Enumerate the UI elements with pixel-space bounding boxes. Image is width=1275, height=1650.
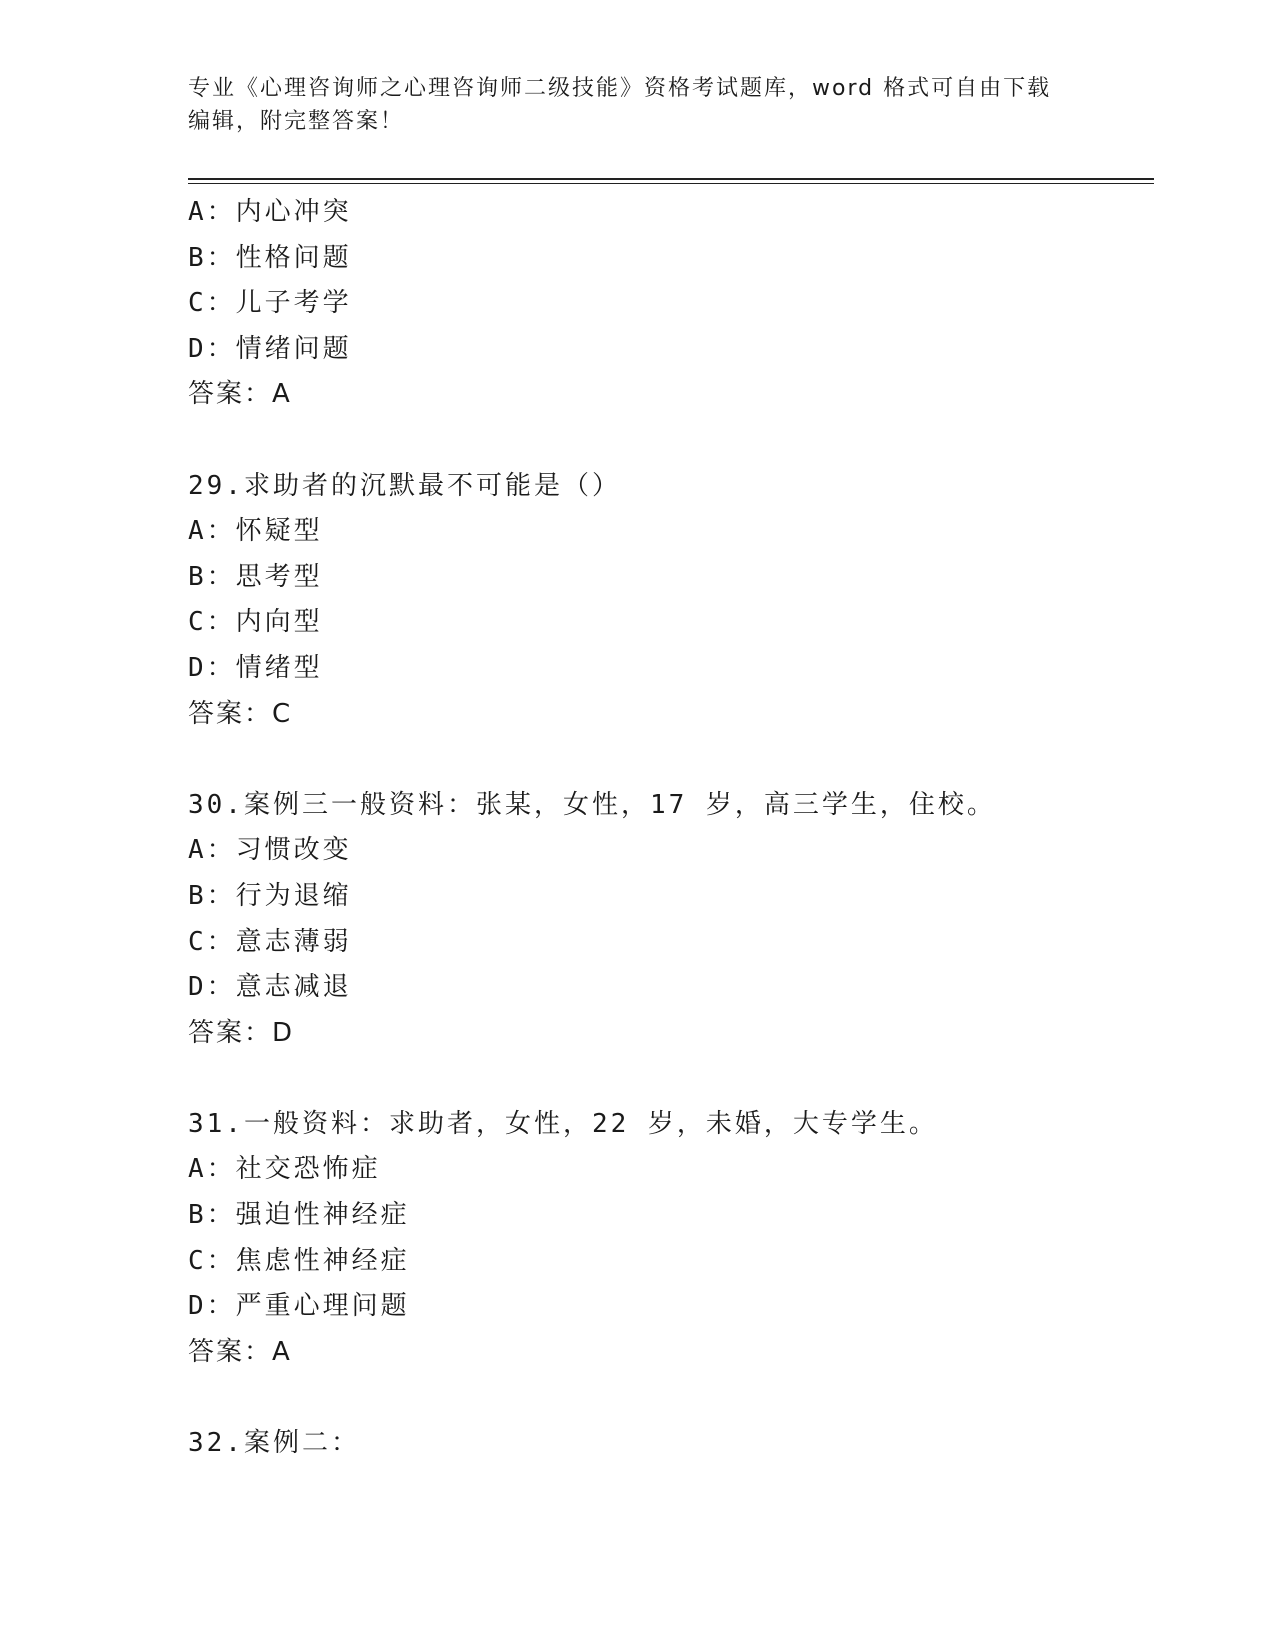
option-a: A：内心冲突 bbox=[188, 197, 352, 227]
option-a: A：怀疑型 bbox=[188, 516, 323, 547]
answer: 答案：A bbox=[188, 1336, 292, 1367]
option-c: C：内向型 bbox=[188, 607, 323, 638]
question-stem: 32.案例二： bbox=[188, 1428, 360, 1459]
option-a: A：习惯改变 bbox=[188, 835, 352, 866]
option-d: D：情绪问题 bbox=[188, 333, 352, 364]
answer: 答案：C bbox=[188, 698, 293, 729]
option-d: D：意志减退 bbox=[188, 972, 352, 1003]
option-d: D：情绪型 bbox=[188, 652, 323, 683]
option-b: B：思考型 bbox=[188, 561, 323, 592]
question-30 bbox=[188, 783, 1148, 1057]
header-line-2: 编辑，附完整答案！ bbox=[188, 109, 405, 134]
question-31 bbox=[188, 1102, 1148, 1376]
question-29 bbox=[188, 464, 1148, 738]
header-divider-thin bbox=[188, 183, 1154, 184]
question-28-continued bbox=[188, 190, 1148, 418]
option-c: C：意志薄弱 bbox=[188, 926, 352, 957]
question-32 bbox=[188, 1421, 1148, 1467]
answer: 答案：A bbox=[188, 379, 292, 410]
document-header bbox=[188, 72, 1068, 138]
question-stem: 30.案例三一般资料：张某，女性，17 岁，高三学生，住校。 bbox=[188, 789, 996, 820]
option-b: B：性格问题 bbox=[188, 242, 352, 273]
option-a: A：社交恐怖症 bbox=[188, 1154, 381, 1185]
header-line-1: 专业《心理咨询师之心理咨询师二级技能》资格考试题库，word 格式可自由下载 bbox=[188, 76, 1052, 101]
option-c: C：焦虑性神经症 bbox=[188, 1245, 410, 1276]
question-stem: 29.求助者的沉默最不可能是（） bbox=[188, 470, 621, 501]
option-b: B：行为退缩 bbox=[188, 880, 352, 911]
option-b: B：强迫性神经症 bbox=[188, 1200, 410, 1231]
answer: 答案：D bbox=[188, 1017, 295, 1048]
header-divider-thick bbox=[188, 178, 1154, 180]
option-c: C：儿子考学 bbox=[188, 288, 352, 319]
option-d: D：严重心理问题 bbox=[188, 1291, 410, 1322]
question-list bbox=[188, 190, 1148, 1467]
question-stem: 31.一般资料：求助者，女性，22 岁，未婚，大专学生。 bbox=[188, 1108, 938, 1139]
